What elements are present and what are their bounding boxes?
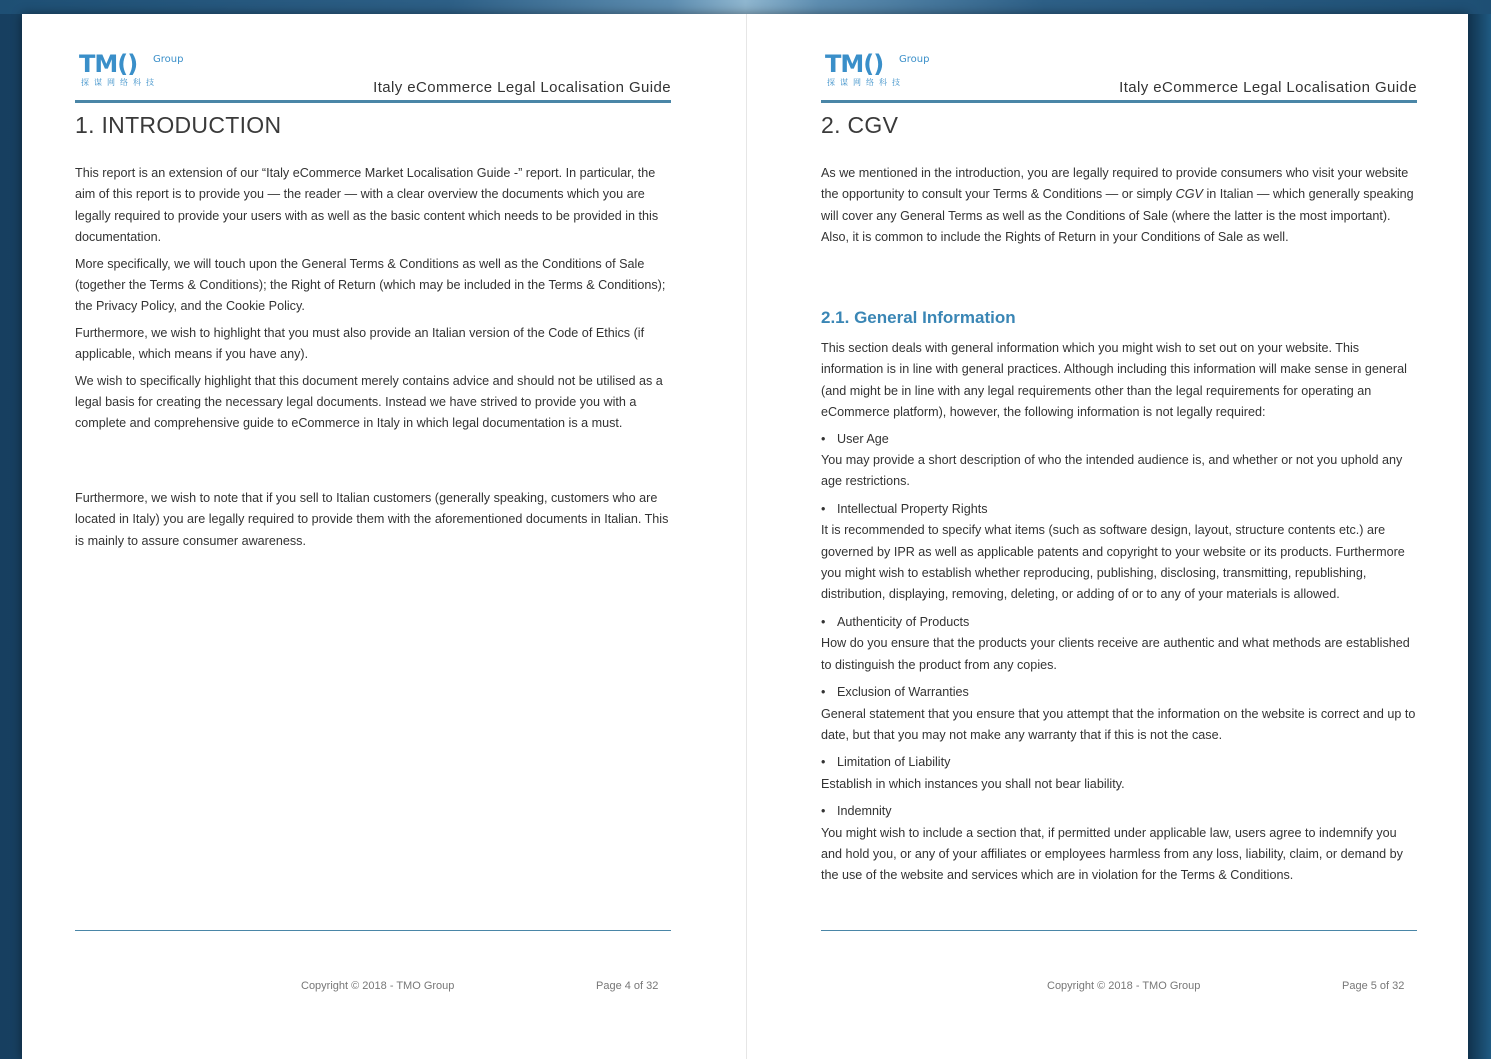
- header-doc-title: Italy eCommerce Legal Localisation Guide: [1119, 79, 1417, 96]
- subsection-heading: 2.1. General Information: [821, 308, 1016, 327]
- list-item: • Indemnity You might wish to include a section that, if permitted under applicable law, users agree to indemnify you and hold you, or any of your affiliates or employees harmless from any loss, liability, claim, or demand by the use of the website and services which are in violation for the Terms & Conditions.: [821, 801, 1417, 887]
- page-header: [821, 48, 1417, 103]
- paragraph: As we mentioned in the introduction, you are legally required to provide consumers who visit your website the opportunity to consult your Terms & Conditions — or simply CGV in Italian — which generally speaking will cover any General Terms as well as the Conditions of Sale (where the latter is the most important). Also, it is common to include the Rights of Return in your Conditions of Sale as well.: [821, 166, 1414, 245]
- page-header: [75, 48, 671, 103]
- bullet-icon: •: [821, 431, 826, 446]
- footer-divider: [75, 930, 671, 931]
- intro-body-bottom: [75, 488, 671, 557]
- section-title: 1. INTRODUCTION: [75, 112, 282, 138]
- list-item: • Limitation of Liability Establish in which instances you shall not bear liability.: [821, 752, 1417, 795]
- paragraph: Furthermore, we wish to highlight that you must also provide an Italian version of the Code of Ethics (if applicable, which means if you have any).: [75, 325, 645, 362]
- paragraph: Furthermore, we wish to note that if you sell to Italian customers (generally speaking, customers who are located in Italy) you are legally required to provide them with the aforementioned documents in Italian. This is mainly to assure consumer awareness.: [75, 491, 669, 548]
- viewer-top-strip: [0, 0, 1491, 14]
- list-item: • User Age You may provide a short description of who the intended audience is, and whether or not you uphold any age restrictions.: [821, 429, 1417, 493]
- cgv-intro: [821, 163, 1417, 254]
- bullet-icon: •: [821, 804, 826, 819]
- footer-page-number: Page 5 of 32: [1342, 980, 1405, 992]
- tmo-logo: TM() Group 探谋网络科技: [825, 50, 930, 87]
- paragraph: This report is an extension of our “Italy eCommerce Market Localisation Guide -” report. In particular, the aim of this report is to provide you — the reader — with a clear overview the documents which you are legally required to provide your users with as well as the basic content which needs to be provided in this documentation.: [75, 166, 659, 245]
- page-5[interactable]: [746, 14, 1469, 1059]
- tmo-logo: TM() Group 探谋网络科技: [79, 50, 184, 87]
- footer-copyright: Copyright © 2018 - TMO Group: [1047, 980, 1201, 992]
- bullet-icon: •: [821, 501, 826, 516]
- page-4[interactable]: [22, 14, 745, 1059]
- header-doc-title: Italy eCommerce Legal Localisation Guide: [373, 79, 671, 96]
- list-item: • Authenticity of Products How do you ensure that the products your clients receive are authentic and what methods are established to distinguish the product from any copies.: [821, 612, 1417, 676]
- page-spread[interactable]: [22, 14, 1468, 1059]
- viewer-right-edge: [1468, 14, 1491, 1059]
- list-item: • Intellectual Property Rights It is recommended to specify what items (such as software design, layout, structure contents etc.) are governed by IPR as well as applicable patents and copyright to your website or its products. Furthermore you might wish to establish whether reproducing, publishing, disclosing, transmitting, republishing, distribution, displaying, removing, deleting, or adding of or to any of your materials is allowed.: [821, 499, 1417, 606]
- paragraph: We wish to specifically highlight that this document merely contains advice and should not be utilised as a legal basis for creating the necessary legal documents. Instead we have strived to provide you with a complete and comprehensive guide to eCommerce in Italy in which legal documentation is a must.: [75, 373, 663, 431]
- paragraph: More specifically, we will touch upon the General Terms & Conditions as well as the Conditions of Sale (together the Terms & Conditions); the Right of Return (which may be included in the Terms & Conditions); the Privacy Policy, and the Cookie Policy.: [75, 256, 666, 314]
- intro-body: [75, 163, 671, 440]
- bullet-icon: •: [821, 755, 826, 770]
- footer-page-number: Page 4 of 32: [596, 980, 659, 992]
- section-title: 2. CGV: [821, 112, 899, 138]
- bullet-icon: •: [821, 685, 826, 700]
- footer-copyright: Copyright © 2018 - TMO Group: [301, 980, 455, 992]
- list-item: • Exclusion of Warranties General statement that you ensure that you attempt that the information on the website is correct and up to date, but that you may not make any warranty that if this is not the case.: [821, 682, 1417, 746]
- general-info-body: [821, 338, 1417, 893]
- bullet-icon: •: [821, 614, 826, 629]
- footer-divider: [821, 930, 1417, 931]
- paragraph: This section deals with general information which you might wish to set out on your website. This information is in line with general practices. Although including this information will make sense in general (and might be in line with any legal requirements other than the legal requirements for operating an eCommerce platform), however, the following information is not legally required:: [821, 341, 1407, 420]
